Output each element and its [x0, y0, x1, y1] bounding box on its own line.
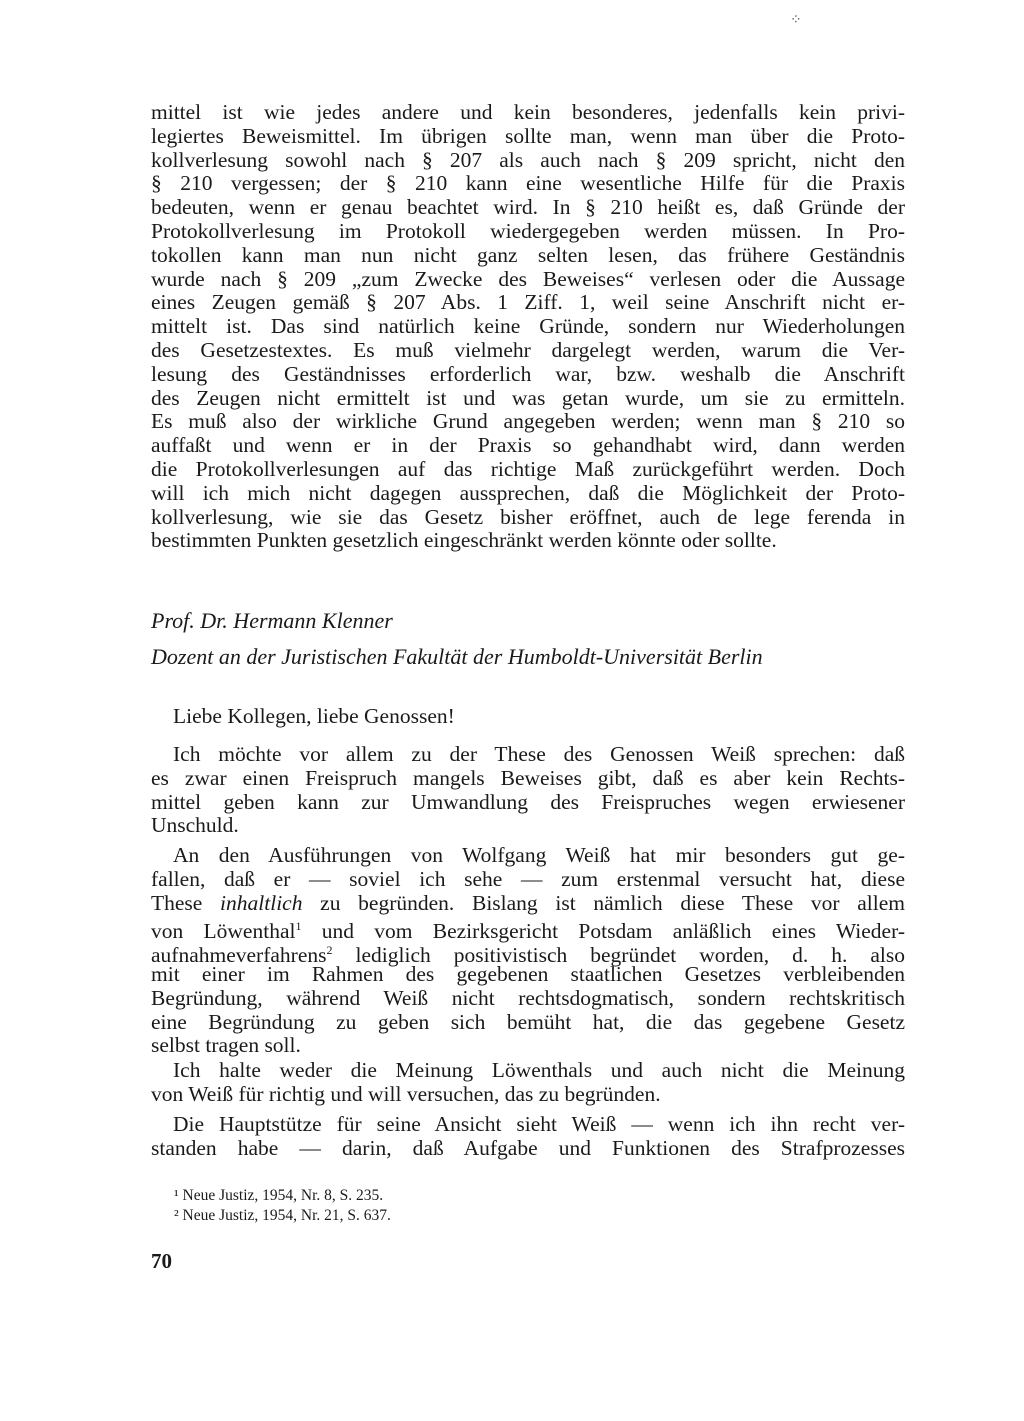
text-line: es zwar einen Freispruch mangels Beweises gibt, daß es aber kein Rechts- [151, 765, 905, 790]
text-line [151, 892, 905, 916]
text-line: von Weiß für richtig und will versuchen, das zu begründen. [151, 1081, 661, 1106]
text-line: Ich halte weder die Meinung Löwenthals und auch nicht die Meinung [173, 1058, 905, 1082]
text-line: mittel geben kann zur Umwandlung des Freispruches wegen erwiesener [151, 789, 905, 814]
paragraph-continuation [151, 101, 905, 553]
text-line: selbst tragen soll. [151, 1033, 301, 1058]
text-line: auffaßt und wenn er in der Praxis so gehandhabt wird, dann werden [151, 433, 905, 458]
text-line: § 210 vergessen; der § 210 kann eine wesentliche Hilfe für die Praxis [151, 171, 905, 196]
text-line: mittel ist wie jedes andere und kein besonderes, jedenfalls kein privi- [151, 100, 905, 124]
text-line: lesung des Geständnisses erforderlich war, bzw. weshalb die Anschrift [151, 361, 905, 386]
text-span: von Löwenthal [151, 919, 296, 944]
text-line: Protokollverlesung im Protokoll wiedergegeben werden müssen. In Pro- [151, 218, 905, 243]
paragraph [151, 1059, 905, 1107]
text-line: Ich möchte vor allem zu der These des Genossen Weiß sprechen: daß [173, 742, 905, 766]
text-line: fallen, daß er — soviel ich sehe — zum erstenmal versucht hat, diese [151, 866, 905, 891]
paragraph [151, 1113, 905, 1161]
text-line: standen habe — darin, daß Aufgabe und Funktionen des Strafprozesses [151, 1135, 905, 1160]
footnotes [174, 1186, 391, 1226]
text-span: lediglich positivistisch begründet worden, d. h. also [332, 943, 905, 968]
salutation-block [151, 705, 905, 729]
text-span: und vom Bezirksgericht Potsdam anläßlich eines Wieder- [301, 919, 905, 944]
text-line: tokollen kann man nun nicht ganz selten lesen, das frühere Geständnis [151, 242, 905, 267]
text-line: Begründung, während Weiß nicht rechtsdogmatisch, sondern rechtskritisch [151, 985, 905, 1010]
paragraph [151, 743, 905, 838]
text-line: kollverlesung sowohl nach § 207 als auch nach § 209 spricht, nicht den [151, 147, 905, 172]
emphasized-word: inhaltlich [220, 890, 303, 915]
footnote-marker: 1 [295, 919, 302, 934]
text-span: These [151, 890, 221, 915]
text-line: kollverlesung, wie sie das Gesetz bisher eröffnet, auch de lege ferenda in [151, 504, 905, 529]
text-line: des Gesetzestextes. Es muß vielmehr dargelegt werden, warum die Ver- [151, 337, 905, 362]
text-span: zu begründen. Bislang ist nämlich diese These vor allem [302, 890, 905, 915]
text-line: Die Hauptstütze für seine Ansicht sieht Weiß — wenn ich ihn recht ver- [173, 1112, 905, 1136]
text-line: Es muß also der wirkliche Grund angegeben werden; wenn man § 210 so [151, 409, 905, 434]
text-line: will ich mich nicht dagegen aussprechen, daß die Möglichkeit der Proto- [151, 480, 905, 505]
text-span: aufnahmeverfahrens [151, 943, 327, 968]
text-line: eine Begründung zu geben sich bemüht hat, die das gegebene Gesetz [151, 1009, 905, 1034]
text-line: die Protokollverlesungen auf das richtige Maß zurückgeführt werden. Doch [151, 456, 905, 481]
text-line: An den Ausführungen von Wolfgang Weiß hat mir besonders gut ge- [173, 843, 905, 867]
text-line: des Zeugen nicht ermittelt ist und was getan wurde, um sie zu ermitteln. [151, 385, 905, 410]
salutation: Liebe Kollegen, liebe Genossen! [173, 704, 455, 728]
text-line [151, 939, 905, 968]
speaker-affiliation: Dozent an der Juristischen Fakultät der Humboldt-Universität Berlin [151, 644, 763, 669]
text-line: bedeuten, wenn er genau beachtet wird. In § 210 heißt es, daß Gründe der [151, 195, 905, 220]
speaker-name: Prof. Dr. Hermann Klenner [151, 608, 393, 633]
text-line: bestimmten Punkten gesetzlich eingeschränkt werden könnte oder sollte. [151, 528, 777, 553]
paragraph [151, 844, 905, 1058]
page-number: 70 [151, 1249, 172, 1273]
footnote: ¹ Neue Justiz, 1954, Nr. 8, S. 235. [174, 1187, 384, 1204]
text-line: legiertes Beweismittel. Im übrigen sollte man, wenn man über die Proto- [151, 123, 905, 148]
text-line: eines Zeugen gemäß § 207 Abs. 1 Ziff. 1, weil seine Anschrift nicht er- [151, 290, 905, 315]
text-line: mittelt ist. Das sind natürlich keine Gründe, sondern nur Wiederholungen [151, 314, 905, 339]
text-line: Unschuld. [151, 813, 239, 838]
text-line: wurde nach § 209 „zum Zwecke des Beweises“ verlesen oder die Aussage [151, 266, 905, 291]
text-line [151, 915, 905, 944]
print-speck: ⁘ [790, 13, 802, 28]
footnote-marker: 2 [326, 943, 333, 958]
footnote: ² Neue Justiz, 1954, Nr. 21, S. 637. [174, 1207, 391, 1224]
text-line: mit einer im Rahmen des gegebenen staatlichen Gesetzes verbleibenden [151, 961, 905, 986]
